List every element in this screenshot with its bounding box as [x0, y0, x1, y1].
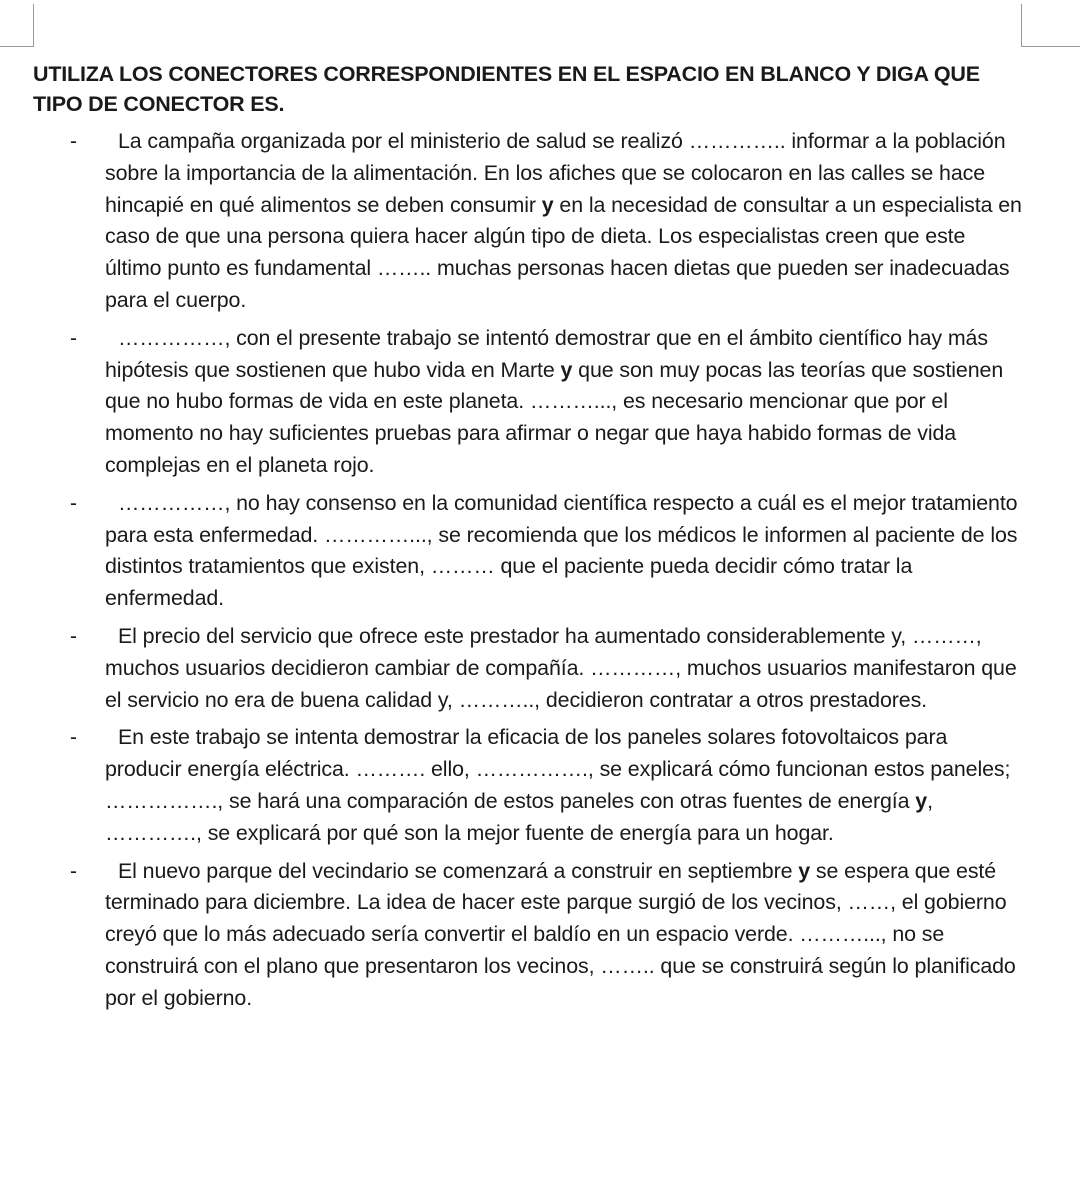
- bullet-dash: -: [70, 726, 77, 750]
- exercise-item-6: [33, 856, 1023, 1015]
- paragraph-1: La campaña organizada por el ministerio de salud se realizó ………….. informar a la población sobre la importancia de la alimentación. En los afiches que se colocaron en las calles se hace hincapié en qué alimentos se deben consumir y en la necesidad de consultar a un especialista en caso de que una persona quiera hacer algún tipo de dieta. Los especialistas creen que este último punto es fundamental …….. muchas personas hacen dietas que pueden ser inadecuadas para el cuerpo.: [105, 129, 1022, 312]
- exercise-item-3: [33, 488, 1023, 615]
- paragraph-2: ……………, con el presente trabajo se intentó demostrar que en el ámbito científico hay más hipótesis que sostienen que hubo vida en Marte y que son muy pocas las teorías que sostienen que no hubo formas de vida en este planeta. ………..., es necesario mencionar que por el momento no hay suficientes pruebas para afirmar o negar que haya habido formas de vida complejas en el planeta rojo.: [105, 325, 1004, 477]
- page-corner-mark-left: [0, 4, 34, 47]
- paragraph-6: El nuevo parque del vecindario se comenzará a construir en septiembre y se espera que esté terminado para diciembre. La idea de hacer este parque surgió de los vecinos, ……, el gobierno creyó que lo más adecuado sería convertir el baldío en un espacio verde. ………..., no se construirá con el plano que presentaron los vecinos, …….. que se construirá según lo planificado por el gobierno.: [105, 858, 1016, 1010]
- exercise-item-1: [33, 126, 1023, 317]
- bullet-dash: -: [70, 624, 77, 648]
- exercise-item-5: [33, 722, 1023, 849]
- document-page: [33, 59, 1023, 1021]
- exercise-item-2: [33, 323, 1023, 482]
- bullet-dash: -: [70, 491, 77, 515]
- bullet-dash: -: [70, 130, 77, 153]
- exercise-title: UTILIZA LOS CONECTORES CORRESPONDIENTES EN EL ESPACIO EN BLANCO Y DIGA QUE TIPO DE CONECTOR ES.: [33, 62, 980, 116]
- bullet-dash: -: [70, 859, 77, 883]
- bullet-dash: -: [70, 326, 77, 350]
- paragraph-4: El precio del servicio que ofrece este prestador ha aumentado considerablemente y, ………, muchos usuarios decidieron cambiar de compañía. …………, muchos usuarios manifestaron que el servicio no era de buena calidad y, ……….., decidieron contratar a otros prestadores.: [105, 623, 1017, 712]
- paragraph-3: ……………, no hay consenso en la comunidad científica respecto a cuál es el mejor tratamiento para esta enfermedad. …………..., se recomienda que los médicos le informen al paciente de los distintos tratamientos que existen, ……… que el paciente pueda decidir cómo tratar la enfermedad.: [105, 490, 1018, 611]
- paragraph-5: En este trabajo se intenta demostrar la eficacia de los paneles solares fotovoltaicos para producir energía eléctrica. ………. ello, ……………., se explicará cómo funcionan estos paneles; ……………., se hará una comparación de estos paneles con otras fuentes de energía y, …………., se explicará por qué son la mejor fuente de energía para un hogar.: [105, 725, 1011, 845]
- exercise-item-4: [33, 621, 1023, 716]
- page-corner-mark-right: [1021, 4, 1080, 47]
